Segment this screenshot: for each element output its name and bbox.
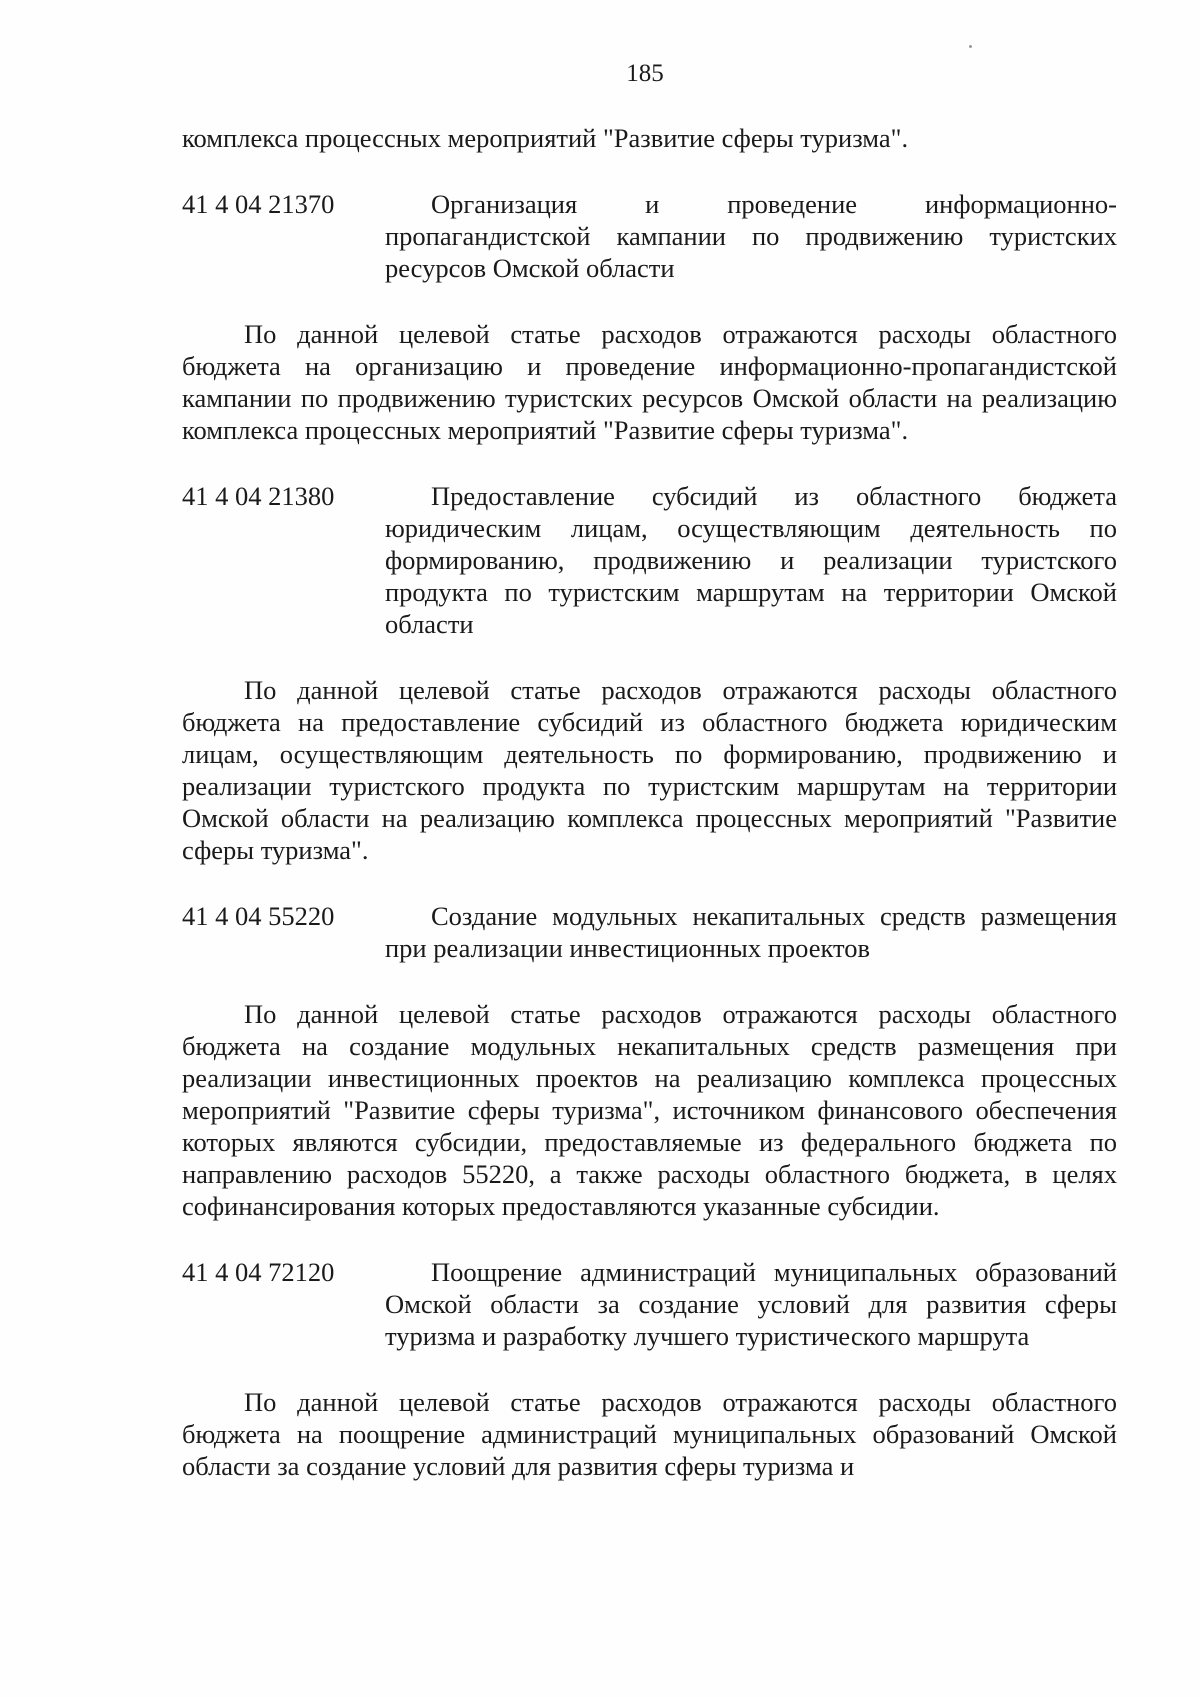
budget-entry-title: Поощрение администраций муниципальных образований Омской области за создание условий для развития сферы туризма и разработку лучшего туристического маршрута — [385, 1257, 1117, 1351]
document-body — [182, 122, 1117, 1482]
budget-entry-description: По данной целевой статье расходов отражаются расходы областного бюджета на создание модульных некапитальных средств размещения при реализации инвестиционных проектов на реализацию комплекса процессных мероприятий "Развитие сферы туризма", источником финансового обеспечения которых являются субсидии, предоставляемые из федерального бюджета по направлению расходов 55220, а также расходы областного бюджета, в целях софинансирования которых предоставляются указанные субсидии. — [182, 999, 1117, 1221]
page-number: 185 — [626, 60, 664, 87]
scan-speck — [969, 45, 972, 48]
budget-entry-title: Создание модульных некапитальных средств размещения при реализации инвестиционных проектов — [385, 901, 1117, 963]
budget-entry — [182, 480, 1117, 640]
budget-code: 41 4 04 21370 — [182, 189, 335, 219]
budget-entry-description: По данной целевой статье расходов отражаются расходы областного бюджета на организацию и проведение информационно-пропагандистской кампании по продвижению туристских ресурсов Омской области на реализацию комплекса процессных мероприятий "Развитие сферы туризма". — [182, 319, 1117, 445]
budget-entry-title: Предоставление субсидий из областного бюджета юридическим лицам, осуществляющим деятельность по формированию, продвижению и реализации туристского продукта по туристским маршрутам на территории Омской области — [385, 481, 1117, 639]
budget-code: 41 4 04 55220 — [182, 901, 335, 931]
budget-entry-description: По данной целевой статье расходов отражаются расходы областного бюджета на поощрение администраций муниципальных образований Омской области за создание условий для развития сферы туризма и — [182, 1387, 1117, 1481]
continuation-line: комплекса процессных мероприятий "Развитие сферы туризма". — [182, 123, 909, 153]
budget-entry-title: Организация и проведение информационно-пропагандистской кампании по продвижению туристских ресурсов Омской области — [385, 189, 1117, 283]
budget-entry — [182, 1256, 1117, 1352]
budget-code: 41 4 04 21380 — [182, 481, 335, 511]
budget-entry-description: По данной целевой статье расходов отражаются расходы областного бюджета на предоставление субсидий из областного бюджета юридическим лицам, осуществляющим деятельность по формированию, продвижению и реализации туристского продукта по туристским маршрутам на территории Омской области на реализацию комплекса процессных мероприятий "Развитие сферы туризма". — [182, 675, 1117, 865]
budget-entry — [182, 900, 1117, 964]
budget-code: 41 4 04 72120 — [182, 1257, 335, 1287]
budget-entry — [182, 188, 1117, 284]
